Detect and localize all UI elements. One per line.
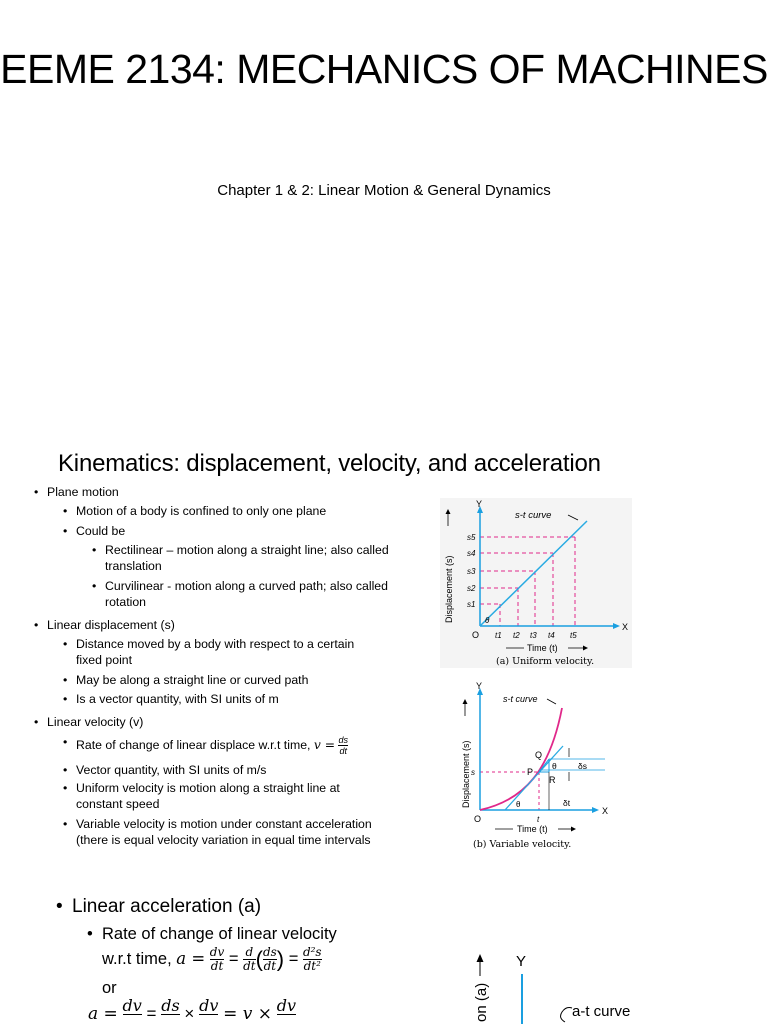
d2s-dt2-frac: [303, 946, 322, 973]
dv-frac: [123, 997, 142, 1032]
course-title: EEME 2134: MECHANICS OF MACHINES: [0, 46, 768, 92]
point-q: Q: [535, 750, 543, 760]
lv-1-text: Rate of change of linear displace w.r.t time,: [76, 737, 314, 752]
sub-bullet-list: [76, 763, 386, 779]
variable-velocity-figure: [455, 680, 615, 852]
sub-bullet-list: [76, 673, 381, 689]
sub-bullet-list: [76, 637, 381, 668]
label-pointer: [547, 699, 556, 704]
bullet-list: [47, 485, 397, 501]
frac-den: dt: [243, 959, 256, 973]
y-title-arrowhead: [477, 954, 484, 962]
tick-t: t: [537, 815, 540, 824]
curve-label: s-t curve: [503, 694, 538, 704]
frac-den: dt²: [303, 959, 321, 973]
frac-num: dv: [209, 945, 225, 959]
acceleration-figure: [470, 948, 650, 1024]
or-text: or: [102, 979, 117, 997]
bullet-list: [47, 715, 397, 731]
sub-bullet-list: [76, 817, 406, 848]
curve-label: a-t curve: [572, 1003, 631, 1020]
tick-t4: t4: [548, 631, 555, 640]
bullet-list: [47, 618, 397, 634]
title-slide: [0, 0, 768, 430]
x-axis-arrow: [592, 807, 599, 813]
sub-sub-bullet-list: [105, 543, 390, 574]
eq-equals: =: [228, 949, 239, 968]
bullet-lv-3: • Uniform velocity is motion along a straight line at constant speed: [76, 781, 376, 812]
bullet-ld-2: • May be along a straight line or curved path: [76, 673, 381, 689]
bullet-ld-1: • Distance moved by a body with respect to a certain fixed point: [76, 637, 381, 668]
frac-num: ds: [161, 996, 180, 1015]
acceleration-equation-2: [88, 997, 296, 1032]
eq-eq: =: [146, 1003, 157, 1023]
bullet-rate-of-change: • Rate of change of linear velocity: [102, 924, 337, 944]
paren-open: (: [255, 946, 263, 972]
delta-s-label: δs: [578, 761, 587, 771]
frac-num: ds: [262, 945, 277, 959]
bullet-ld-3: • Is a vector quantity, with SI units of m: [76, 692, 381, 708]
acceleration-equation-1: [102, 946, 322, 973]
x-title-arrowhead: [571, 827, 576, 832]
uniform-velocity-figure: [440, 498, 632, 668]
acceleration-slide: [0, 860, 768, 1024]
bullet-lv-1: [76, 735, 386, 756]
y-title-arrowhead: [463, 699, 468, 704]
x-axis-letter: X: [622, 622, 629, 632]
ds-frac: [161, 997, 179, 1032]
bullet-linear-displacement: • Linear displacement (s): [47, 618, 397, 634]
tick-t3: t3: [530, 631, 537, 640]
frac-num: ds: [338, 735, 348, 745]
frac-num: dv: [122, 996, 142, 1015]
frac-num: dv: [199, 996, 219, 1015]
frac-den: dt: [263, 959, 277, 973]
angle-label: θ: [485, 616, 490, 625]
chapter-subtitle: Chapter 1 & 2: Linear Motion & General Dynamics: [217, 182, 551, 199]
eq-v: = v ×: [223, 1003, 272, 1024]
dv-frac-3: [277, 997, 296, 1032]
bullet-lv-4: • Variable velocity is motion under constant acceleration (there is equal velocity variation in equal time intervals: [76, 817, 406, 848]
frac-den: dt: [210, 959, 224, 973]
y-axis-title: Displacement (s): [461, 740, 471, 808]
tick-s2: s2: [467, 584, 476, 593]
x-axis-letter: X: [602, 806, 609, 816]
bullet-pm-2: • Could be: [76, 524, 376, 540]
tick-s1: s1: [467, 600, 476, 609]
d-dt-frac: [243, 946, 256, 973]
frac-num: dv: [276, 996, 297, 1015]
tick-s4: s4: [467, 549, 476, 558]
curve-label: s-t curve: [515, 510, 552, 521]
y-axis-letter: Y: [476, 499, 483, 509]
origin-label: O: [472, 630, 480, 640]
tick-s5: s5: [467, 533, 476, 542]
frac-num: d²s: [302, 945, 322, 959]
y-axis-letter: Y: [516, 953, 527, 970]
tick-t5: t5: [570, 631, 577, 640]
y-axis-title-partial: on (a): [473, 982, 490, 1022]
paren-close: ): [276, 946, 285, 972]
angle-theta: θ: [516, 800, 521, 809]
sub-bullet-list: [76, 504, 376, 520]
sub-bullet-list: [76, 781, 376, 812]
kinematics-slide: [0, 430, 768, 860]
tick-s: s: [471, 768, 475, 777]
y-axis-letter: Y: [476, 681, 483, 691]
sub-bullet-list: [76, 735, 386, 756]
point-p: P: [527, 767, 534, 777]
figure-b-caption: (b) Variable velocity.: [473, 839, 572, 850]
frac-den: dt: [339, 746, 347, 756]
y-axis-title: Displacement (s): [444, 555, 454, 623]
x-axis-title: Time (t): [517, 824, 548, 834]
bullet-curvilinear: • Curvilinear - motion along a curved path; also called rotation: [105, 579, 390, 610]
frac-num: d: [243, 946, 256, 960]
ds-dt-frac: [263, 946, 277, 973]
tick-t2: t2: [513, 631, 520, 640]
angle-theta-small: θ: [552, 761, 557, 771]
bullet-rectilinear: • Rectilinear – motion along a straight line; also called translation: [105, 543, 390, 574]
dv-frac-2: [199, 997, 218, 1032]
delta-t-label: δt: [563, 798, 571, 808]
bullet-lv-2: • Vector quantity, with SI units of m/s: [76, 763, 386, 779]
bullet-linear-velocity: • Linear velocity (v): [47, 715, 397, 731]
sub-bullet-list: [76, 692, 381, 708]
curve-label-pointer: [561, 1008, 572, 1023]
x-axis-title: Time (t): [527, 643, 558, 653]
ds-dt-fraction: [338, 735, 348, 756]
eq-a: a =: [176, 948, 206, 968]
kinematics-title: Kinematics: displacement, velocity, and acceleration: [58, 450, 601, 477]
wrt-text: w.r.t time,: [102, 949, 177, 968]
point-r: R: [549, 775, 556, 785]
tick-s3: s3: [467, 567, 476, 576]
eq-times: ×: [184, 1003, 195, 1023]
velocity-eq: v =: [313, 737, 336, 752]
sub-bullet-list: [76, 524, 376, 540]
dv-dt-frac: [210, 946, 224, 973]
bullet-plane-motion: • Plane motion: [47, 485, 397, 501]
eq-a2: a =: [88, 1003, 118, 1024]
origin-label: O: [474, 814, 482, 824]
bullet-linear-acceleration: • Linear acceleration (a): [72, 896, 261, 918]
tick-t1: t1: [495, 631, 502, 640]
eq-equals-2: =: [288, 949, 299, 968]
bullet-pm-1: • Motion of a body is confined to only one plane: [76, 504, 376, 520]
sub-sub-bullet-list: [105, 579, 390, 610]
figure-a-caption: (a) Uniform velocity.: [496, 656, 595, 667]
